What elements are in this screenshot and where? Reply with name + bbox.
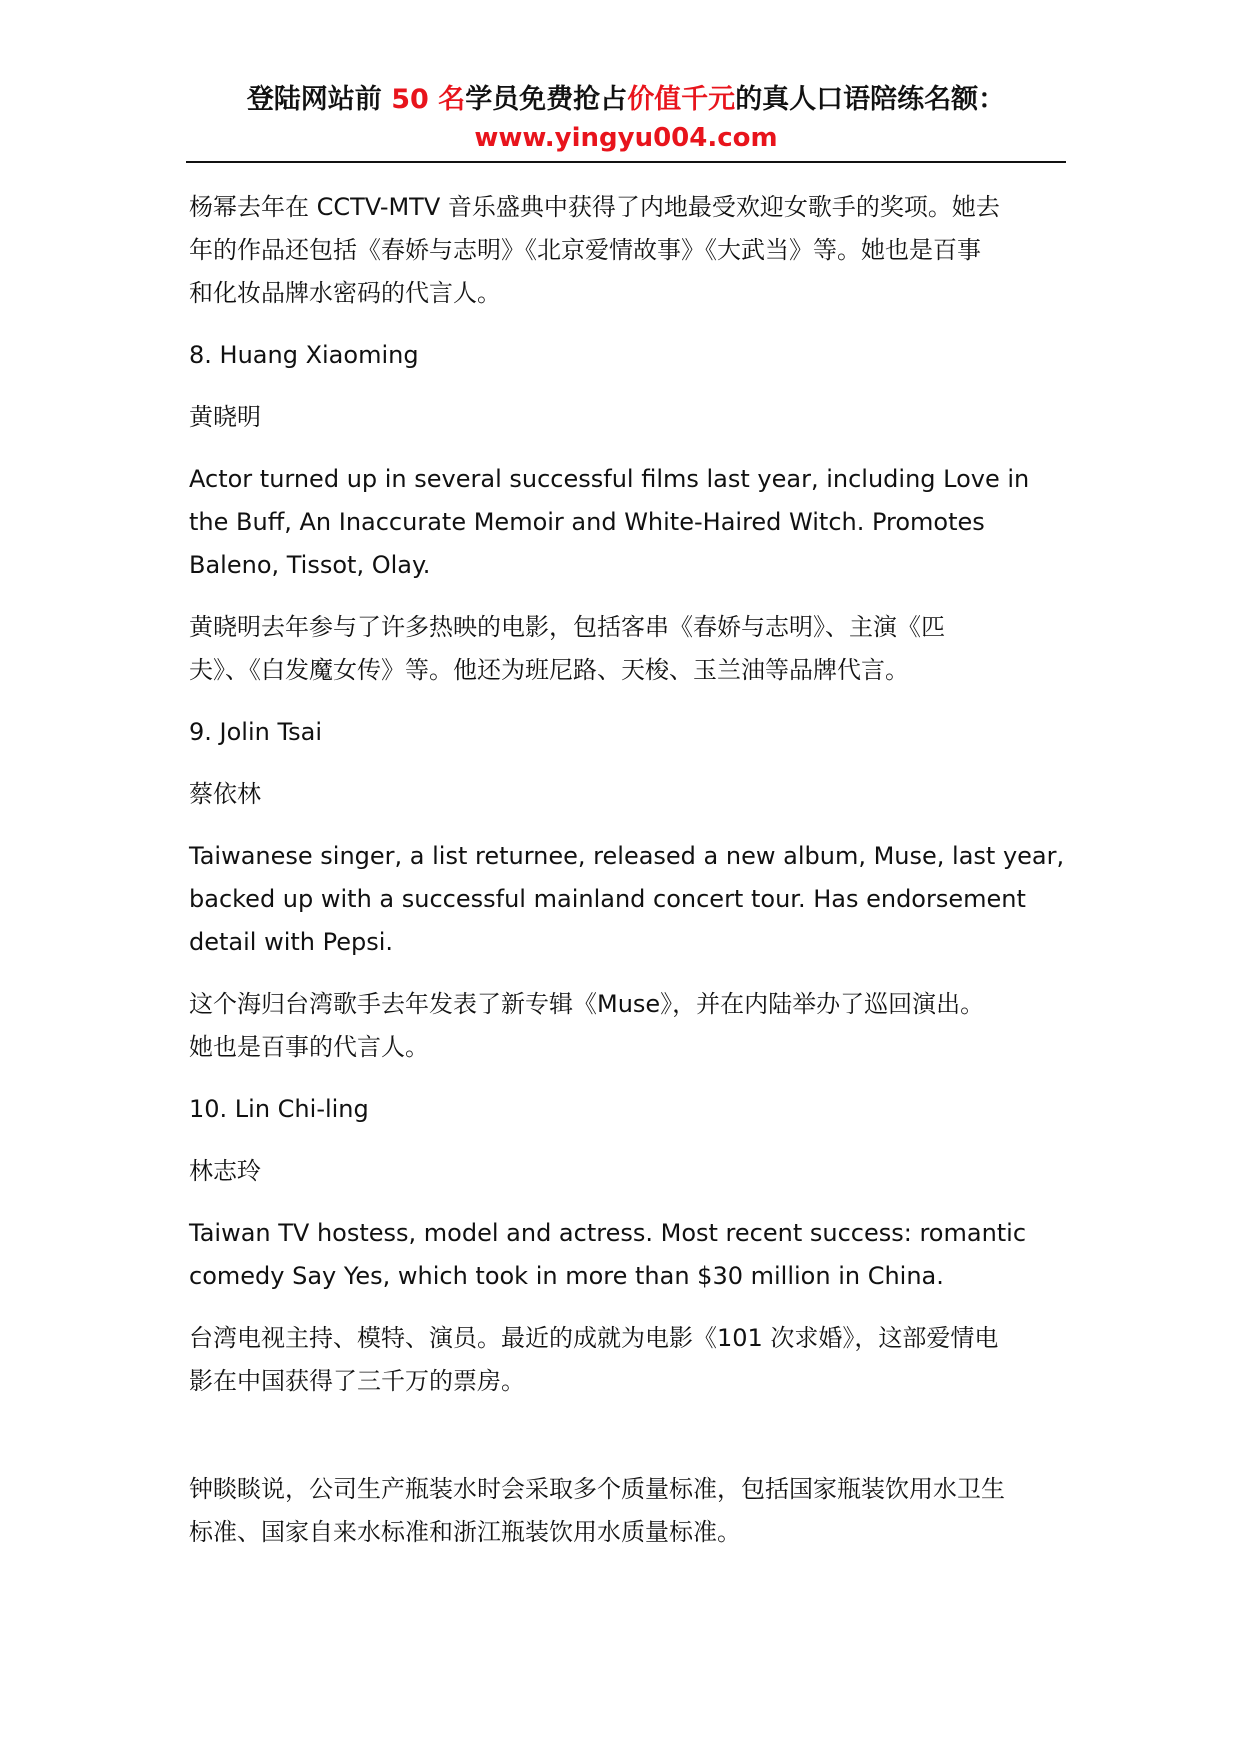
text-line: 标准、国家自来水标准和浙江瓶装饮用水质量标准。 bbox=[189, 1518, 741, 1546]
text-line: backed up with a successful mainland concert tour. Has endorsement bbox=[189, 885, 1026, 913]
text-line: comedy Say Yes, which took in more than $30 million in China. bbox=[189, 1262, 944, 1290]
text-line: 和化妆品牌水密码的代言人。 bbox=[189, 279, 501, 307]
heading-huang-xiaoming: 8. Huang Xiaoming bbox=[189, 341, 419, 369]
paragraph-huang-xiaoming-en bbox=[189, 458, 1069, 587]
text-line: Actor turned up in several successful films last year, including Love in bbox=[189, 465, 1030, 493]
promo-headline bbox=[186, 80, 1066, 120]
text-line: 这个海归台湾歌手去年发表了新专辑《Muse》，并在内陆举办了巡回演出。 bbox=[189, 990, 985, 1018]
text-line: detail with Pepsi. bbox=[189, 928, 394, 956]
paragraph-jolin-tsai-cn bbox=[189, 983, 1069, 1069]
website-url-link[interactable]: www.yingyu004.com bbox=[474, 123, 778, 153]
text-line: 台湾电视主持、模特、演员。最近的成就为电影《101 次求婚》，这部爱情电 bbox=[189, 1324, 999, 1352]
heading-lin-chi-ling-cn: 林志玲 bbox=[189, 1157, 261, 1185]
promo-highlight-50: 50 名 bbox=[381, 84, 466, 115]
header-divider bbox=[186, 161, 1066, 163]
text-line: Taiwanese singer, a list returnee, released a new album, Muse, last year, bbox=[189, 842, 1065, 870]
heading-lin-chi-ling: 10. Lin Chi-ling bbox=[189, 1095, 369, 1123]
text-line: 年的作品还包括《春娇与志明》《北京爱情故事》《大武当》等。她也是百事 bbox=[189, 236, 981, 264]
text-line: Taiwan TV hostess, model and actress. Most recent success: romantic bbox=[189, 1219, 1027, 1247]
promo-text-2: 学员免费抢占 bbox=[465, 84, 628, 115]
paragraph-lin-chi-ling-cn bbox=[189, 1317, 1069, 1403]
heading-huang-xiaoming-cn: 黄晓明 bbox=[189, 403, 261, 431]
text-line: 夫》、《白发魔女传》等。他还为班尼路、天梭、玉兰油等品牌代言。 bbox=[189, 656, 909, 684]
text-line: 她也是百事的代言人。 bbox=[189, 1033, 429, 1061]
promo-highlight-value: 价值千元 bbox=[627, 84, 736, 115]
paragraph-jolin-tsai-en bbox=[189, 835, 1069, 964]
paragraph-yang-mi-cn bbox=[189, 186, 1069, 315]
paragraph-huang-xiaoming-cn bbox=[189, 606, 1069, 692]
text-line: 杨幂去年在 CCTV-MTV 音乐盛典中获得了内地最受欢迎女歌手的奖项。她去 bbox=[189, 193, 1000, 221]
page-header bbox=[186, 80, 1066, 156]
heading-jolin-tsai: 9. Jolin Tsai bbox=[189, 718, 323, 746]
heading-jolin-tsai-cn: 蔡依林 bbox=[189, 780, 261, 808]
text-line: 黄晓明去年参与了许多热映的电影，包括客串《春娇与志明》、主演《匹 bbox=[189, 613, 945, 641]
paragraph-lin-chi-ling-en bbox=[189, 1212, 1069, 1298]
text-line: 影在中国获得了三千万的票房。 bbox=[189, 1367, 525, 1395]
promo-text-3: 的真人口语陪练名额： bbox=[735, 84, 1006, 115]
paragraph-zhong-shanshan bbox=[189, 1468, 1069, 1554]
text-line: 钟睒睒说，公司生产瓶装水时会采取多个质量标准，包括国家瓶装饮用水卫生 bbox=[189, 1475, 1005, 1503]
article-body bbox=[189, 186, 1069, 1554]
text-line: the Buff, An Inaccurate Memoir and White-Haired Witch. Promotes bbox=[189, 508, 985, 536]
text-line: Baleno, Tissot, Olay. bbox=[189, 551, 431, 579]
promo-text-1: 登陆网站前 bbox=[246, 84, 382, 115]
